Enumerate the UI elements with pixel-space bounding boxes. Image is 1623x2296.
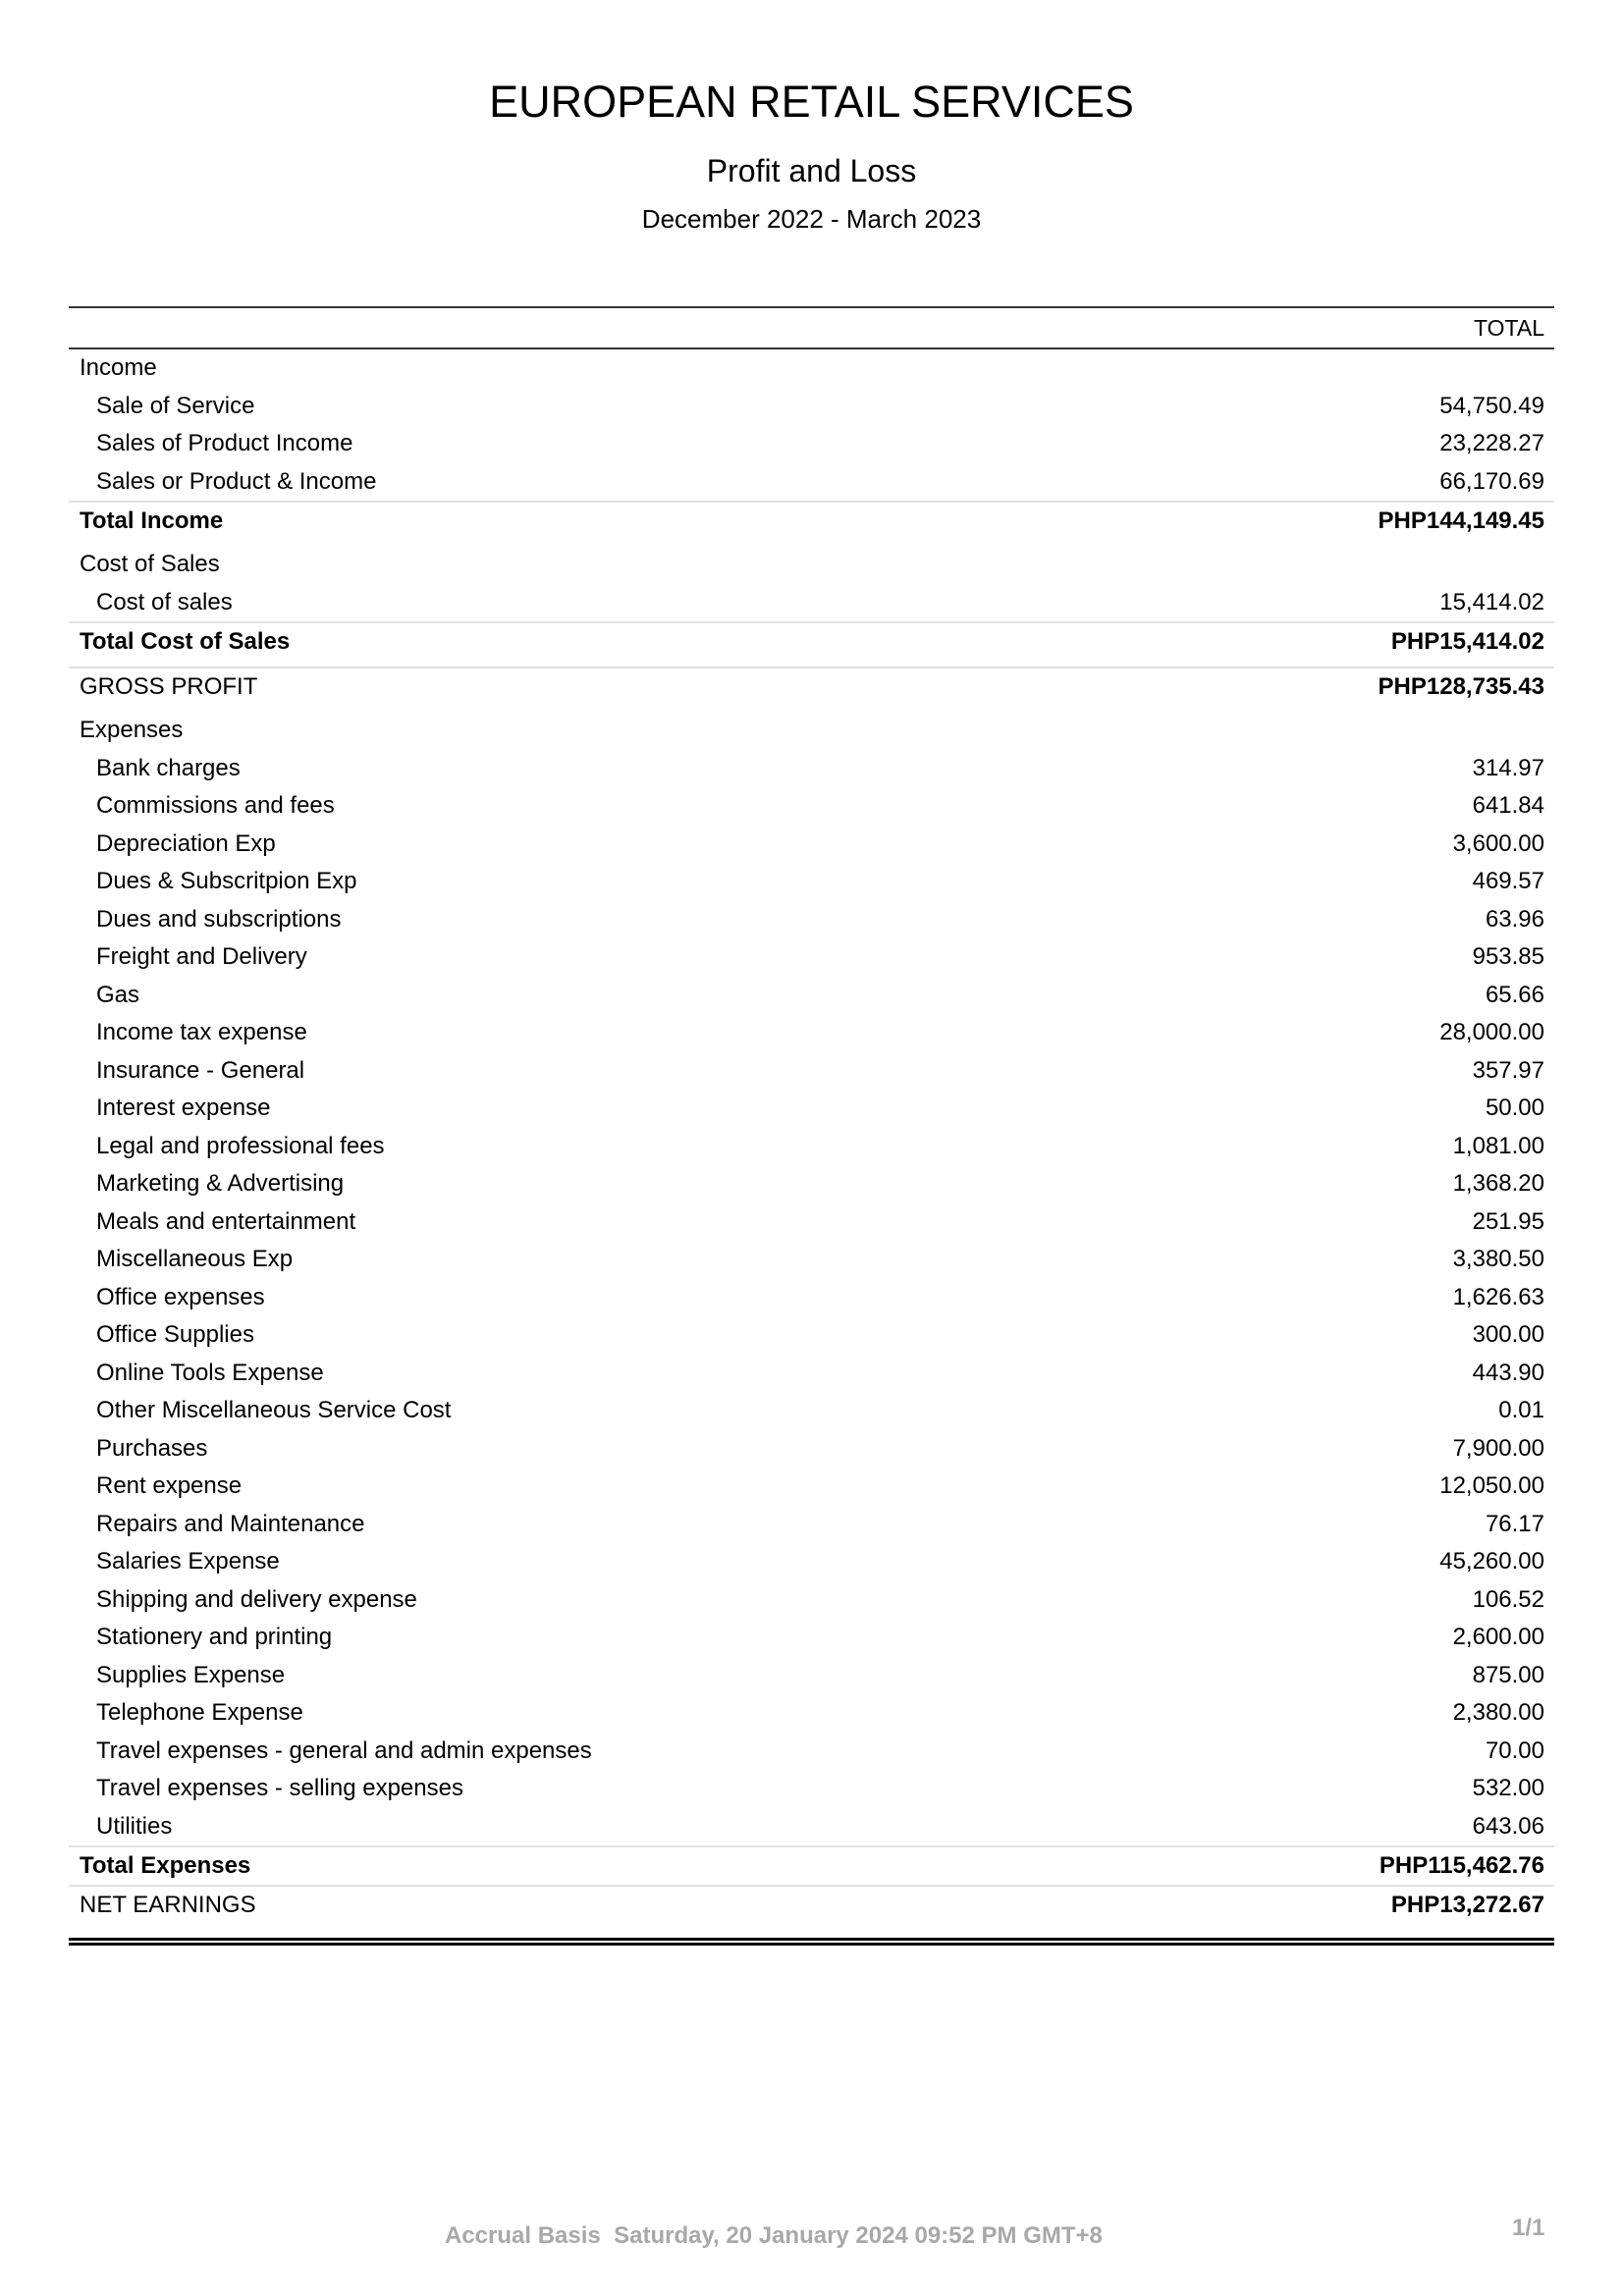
line-item-label: Cost of sales [96,588,233,615]
line-item-row [69,1430,1554,1468]
line-item-label: Dues and subscriptions [96,905,342,933]
line-item-row [69,1165,1554,1203]
line-item-label: Other Miscellaneous Service Cost [96,1397,452,1424]
line-item-amount: 70.00 [1485,1736,1544,1764]
line-item-row [69,1657,1554,1695]
line-item-row [69,1203,1554,1242]
line-item-amount: 106.52 [1472,1585,1544,1613]
line-item-amount: 300.00 [1472,1321,1544,1349]
line-item-label: Gas [96,981,140,1008]
line-item-amount: 3,380.50 [1452,1246,1544,1273]
profit-loss-table [69,306,1554,1946]
line-item-row [69,1619,1554,1657]
line-item-label: Depreciation Exp [96,829,276,857]
line-item-label: Supplies Expense [96,1661,286,1688]
line-item-row [69,826,1554,864]
line-item-label: Travel expenses - general and admin expenses [96,1736,592,1764]
line-item-row [69,388,1554,426]
total-label: Total Expenses [80,1851,251,1879]
line-item-row [69,1506,1554,1544]
line-item-amount: 643.06 [1472,1812,1544,1840]
line-item-label: Purchases [96,1434,208,1462]
line-item-label: Office Supplies [96,1321,254,1349]
line-item-row [69,1543,1554,1581]
line-item-label: Travel expenses - selling expenses [96,1775,463,1802]
line-item-label: Stationery and printing [96,1624,333,1651]
double-underline [69,1938,1554,1946]
line-item-label: Salaries Expense [96,1548,280,1575]
section-header-income [69,349,1554,388]
line-item-label: Marketing & Advertising [96,1170,345,1198]
line-item-amount: 2,380.00 [1452,1699,1544,1727]
income-items [69,388,1554,502]
total-label: Total Income [80,507,224,534]
section-label: Cost of Sales [80,551,220,578]
line-item-row [69,863,1554,901]
line-item-row [69,1279,1554,1317]
line-item-amount: 469.57 [1472,868,1544,895]
line-item-row [69,1241,1554,1279]
line-item-row [69,1808,1554,1846]
line-item-amount: 12,050.00 [1439,1472,1544,1500]
total-expenses-row [69,1845,1554,1884]
line-item-label: Telephone Expense [96,1699,303,1727]
gross-profit-row [69,667,1554,705]
summary-value: PHP128,735.43 [1378,672,1544,700]
line-item-label: Interest expense [96,1095,271,1122]
line-item-row [69,901,1554,939]
total-label: Total Cost of Sales [80,627,291,655]
line-item-row [69,1392,1554,1430]
line-item-row [69,463,1554,502]
line-item-row [69,1052,1554,1091]
line-item-amount: 66,170.69 [1439,467,1544,495]
line-item-label: Bank charges [96,754,241,781]
line-item-label: Legal and professional fees [96,1132,385,1159]
line-item-label: Office expenses [96,1283,265,1310]
line-item-amount: 0.01 [1498,1397,1544,1424]
line-item-amount: 23,228.27 [1439,430,1544,457]
line-item-amount: 953.85 [1472,943,1544,971]
total-income-row [69,501,1554,539]
section-header-expenses [69,712,1554,750]
net-earnings-row [69,1885,1554,1923]
section-label: Income [80,354,157,382]
summary-label: GROSS PROFIT [80,672,258,700]
column-header-total: TOTAL [1474,314,1544,341]
cost-of-sales-items [69,584,1554,622]
table-header [69,306,1554,349]
line-item-row [69,1090,1554,1128]
line-item-label: Sales or Product & Income [96,467,377,495]
line-item-row [69,1014,1554,1052]
report-title: Profit and Loss [706,153,917,188]
line-item-row [69,1694,1554,1733]
line-item-amount: 641.84 [1472,792,1544,820]
line-item-label: Insurance - General [96,1056,305,1084]
line-item-label: Commissions and fees [96,792,335,820]
line-item-row [69,1770,1554,1808]
line-item-row [69,1316,1554,1355]
total-cost-of-sales-row [69,621,1554,660]
line-item-row [69,977,1554,1015]
line-item-amount: 7,900.00 [1452,1434,1544,1462]
line-item-row [69,938,1554,977]
company-name: EUROPEAN RETAIL SERVICES [489,77,1134,127]
section-label: Expenses [80,717,184,744]
line-item-amount: 314.97 [1472,754,1544,781]
line-item-row [69,584,1554,622]
line-item-label: Meals and entertainment [96,1207,356,1235]
line-item-row [69,1581,1554,1620]
line-item-row [69,750,1554,788]
line-item-label: Utilities [96,1812,173,1840]
line-item-amount: 45,260.00 [1439,1548,1544,1575]
line-item-amount: 65.66 [1485,981,1544,1008]
line-item-amount: 532.00 [1472,1775,1544,1802]
report-period: December 2022 - March 2023 [641,204,982,234]
line-item-amount: 1,626.63 [1452,1283,1544,1310]
report-footer: Accrual Basis Saturday, 20 January 2024 09:52 PM GMT+8 [445,2222,1103,2249]
line-item-label: Shipping and delivery expense [96,1585,417,1613]
line-item-label: Dues & Subscritpion Exp [96,868,357,895]
line-item-label: Miscellaneous Exp [96,1246,294,1273]
line-item-amount: 28,000.00 [1439,1019,1544,1046]
section-header-cost-of-sales [69,546,1554,584]
line-item-amount: 357.97 [1472,1056,1544,1084]
line-item-row [69,1468,1554,1506]
line-item-label: Sale of Service [96,392,255,419]
line-item-amount: 3,600.00 [1452,829,1544,857]
line-item-amount: 443.90 [1472,1359,1544,1386]
line-item-amount: 15,414.02 [1439,588,1544,615]
line-item-label: Income tax expense [96,1019,307,1046]
line-item-row [69,1128,1554,1166]
total-value: PHP115,462.76 [1379,1851,1544,1879]
line-item-amount: 875.00 [1472,1661,1544,1688]
expense-items [69,750,1554,1846]
line-item-label: Rent expense [96,1472,243,1500]
line-item-amount: 63.96 [1485,905,1544,933]
line-item-row [69,787,1554,826]
line-item-label: Online Tools Expense [96,1359,324,1386]
line-item-amount: 54,750.49 [1439,392,1544,419]
line-item-row [69,1733,1554,1771]
line-item-label: Freight and Delivery [96,943,307,971]
summary-value: PHP13,272.67 [1390,1891,1544,1918]
line-item-amount: 76.17 [1485,1510,1544,1537]
line-item-amount: 251.95 [1472,1207,1544,1235]
line-item-row [69,425,1554,463]
line-item-row [69,1355,1554,1393]
line-item-amount: 1,368.20 [1452,1170,1544,1198]
line-item-amount: 1,081.00 [1452,1132,1544,1159]
total-value: PHP144,149.45 [1378,507,1544,534]
line-item-label: Repairs and Maintenance [96,1510,365,1537]
line-item-amount: 50.00 [1485,1095,1544,1122]
summary-label: NET EARNINGS [80,1891,256,1918]
line-item-amount: 2,600.00 [1452,1624,1544,1651]
page-number: 1/1 [1512,2215,1545,2241]
line-item-label: Sales of Product Income [96,430,353,457]
total-value: PHP15,414.02 [1390,627,1544,655]
